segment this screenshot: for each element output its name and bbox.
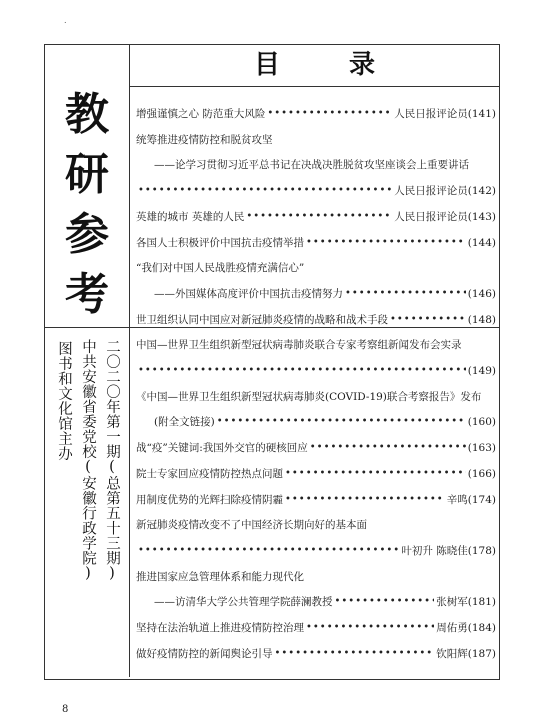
toc-entry-title: 用制度优势的光辉扫除疫情阴霾 — [136, 493, 283, 506]
masthead-char-3: 参 — [65, 209, 109, 260]
toc-entry-author: 辛鸣 — [446, 493, 468, 506]
toc-leader-dots — [138, 182, 392, 200]
toc-entry — [136, 491, 496, 509]
toc-entry-title: 统筹推进疫情防控和脱贫攻坚 — [136, 133, 273, 146]
toc-entry-title: 坚持在法治轨道上推进疫情防控治理 — [136, 622, 304, 634]
toc-entry-title: 《中国—世界卫生组织新型冠状病毒肺炎(COVID-19)联合考察报告》发布 — [136, 390, 482, 403]
toc-entry — [136, 336, 496, 354]
toc-entry — [136, 645, 496, 663]
toc-entry-title: “我们对中国人民战胜疫情充满信心” — [136, 262, 305, 275]
contents-frame — [44, 44, 500, 680]
toc-entry-page: (144) — [467, 236, 496, 249]
toc-entry-author: 钦阳辉 — [436, 647, 468, 660]
toc-leader-dots — [310, 439, 466, 457]
toc-entry-author: 叶初升 陈晓佳 — [401, 544, 468, 557]
toc-entry — [136, 208, 496, 226]
toc-entry-page: (187) — [467, 647, 496, 660]
toc-entry-title: ——外国媒体高度评价中国抗击疫情努力 — [154, 287, 343, 300]
masthead-title — [45, 45, 129, 328]
toc-leader-dots — [335, 593, 435, 611]
toc-entry-page: (174) — [467, 493, 496, 506]
toc-entry-title: 院士专家回应疫情防控热点问题 — [136, 467, 283, 480]
publisher: 中共安徽省委党校(安徽行政学院) — [80, 339, 96, 582]
toc-entry-title: 中国—世界卫生组织新型冠状病毒肺炎联合专家考察组新闻发布会实录 — [136, 339, 462, 352]
toc-entry — [136, 465, 496, 483]
masthead-char-2: 研 — [65, 149, 109, 200]
toc-entry — [136, 542, 496, 560]
toc-entry-page: (166) — [467, 467, 496, 480]
toc-entry — [154, 593, 496, 611]
toc-entry-title: 推进国家应急管理体系和能力现代化 — [136, 570, 304, 583]
toc-entry — [136, 311, 496, 329]
divider — [130, 327, 499, 328]
toc-entry-title: 新冠肺炎疫情改变不了中国经济长期向好的基本面 — [136, 519, 367, 532]
toc-entry — [136, 362, 496, 380]
toc-entry-title: 战“疫”关键词:我国外交官的硬核回应 — [136, 442, 308, 455]
toc-leader-dots — [138, 362, 466, 380]
toc-entry — [136, 439, 496, 457]
toc-entry — [136, 259, 496, 277]
toc-entry — [154, 156, 496, 174]
toc-entry-author: 人民日报评论员 — [394, 210, 468, 223]
toc-entry-title: 英雄的城市 英雄的人民 — [136, 210, 245, 223]
toc-entry — [154, 285, 496, 303]
toc-entry-title: 各国人士积极评价中国抗击疫情举措 — [136, 236, 304, 249]
toc-entry-page: (181) — [467, 596, 496, 609]
toc-leader-dots — [345, 285, 466, 303]
toc-entry-page: (143) — [467, 210, 496, 223]
toc-leader-dots — [285, 465, 466, 483]
toc-entry-page: (160) — [467, 416, 496, 429]
toc-entry — [136, 568, 496, 586]
toc-leader-dots — [267, 105, 392, 123]
toc-entry-title: ——论学习贯彻习近平总书记在决战决胜脱贫攻坚座谈会上重要讲话 — [154, 159, 469, 172]
toc-entry — [136, 105, 496, 123]
toc-leader-dots — [306, 619, 434, 637]
masthead-char-1: 教 — [65, 89, 109, 140]
corner-mark: . — [64, 16, 67, 25]
toc-entry-title: 做好疫情防控的新闻舆论引导 — [136, 647, 273, 660]
toc-entry-title: 世卫组织认同中国应对新冠肺炎疫情的战略和战术手段 — [136, 313, 388, 326]
toc-entry-page: (163) — [467, 442, 496, 455]
toc-entry — [136, 619, 496, 637]
toc-leader-dots — [306, 234, 466, 252]
toc-leader-dots — [138, 542, 399, 560]
toc-entry-author: 人民日报评论员 — [394, 108, 468, 120]
toc-entry-author: 周佑勇 — [436, 622, 468, 634]
masthead-column — [45, 45, 130, 677]
toc-entry-page: (149) — [467, 365, 496, 377]
toc-leader-dots — [390, 311, 466, 329]
toc-leader-dots — [217, 413, 466, 431]
toc-entry-page: (184) — [467, 622, 496, 634]
toc-entry — [136, 234, 496, 252]
toc-entry — [154, 413, 496, 431]
toc-entry-page: (146) — [467, 287, 496, 300]
toc-entry-title: ——访清华大学公共管理学院薛澜教授 — [154, 596, 333, 609]
toc-entry-page: (141) — [467, 108, 496, 120]
toc-leader-dots — [285, 491, 445, 509]
masthead-char-4: 考 — [65, 269, 109, 320]
issue-number: 二〇二〇年第一期(总第五十三期) — [104, 339, 120, 582]
toc-title: 目 录 — [130, 45, 499, 87]
toc-leader-dots — [246, 208, 392, 226]
toc-entry — [136, 131, 496, 149]
toc-entry-page: (148) — [467, 313, 496, 326]
editor: 图书和文化馆主办 — [56, 341, 72, 461]
page-number: 8 — [62, 704, 69, 715]
toc-entry-page: (142) — [467, 185, 496, 198]
toc-entry — [136, 388, 496, 406]
toc-leader-dots — [275, 645, 435, 663]
toc-entry-author: 张树军 — [436, 596, 468, 609]
toc-entry — [136, 516, 496, 534]
toc-entry-author: 人民日报评论员 — [394, 185, 468, 198]
toc-entry-title: (附全文链接) — [154, 416, 215, 429]
toc-entry — [136, 182, 496, 200]
toc-entry-title: 增强谨慎之心 防范重大风险 — [136, 108, 266, 120]
toc-entry-page: (178) — [467, 544, 496, 557]
